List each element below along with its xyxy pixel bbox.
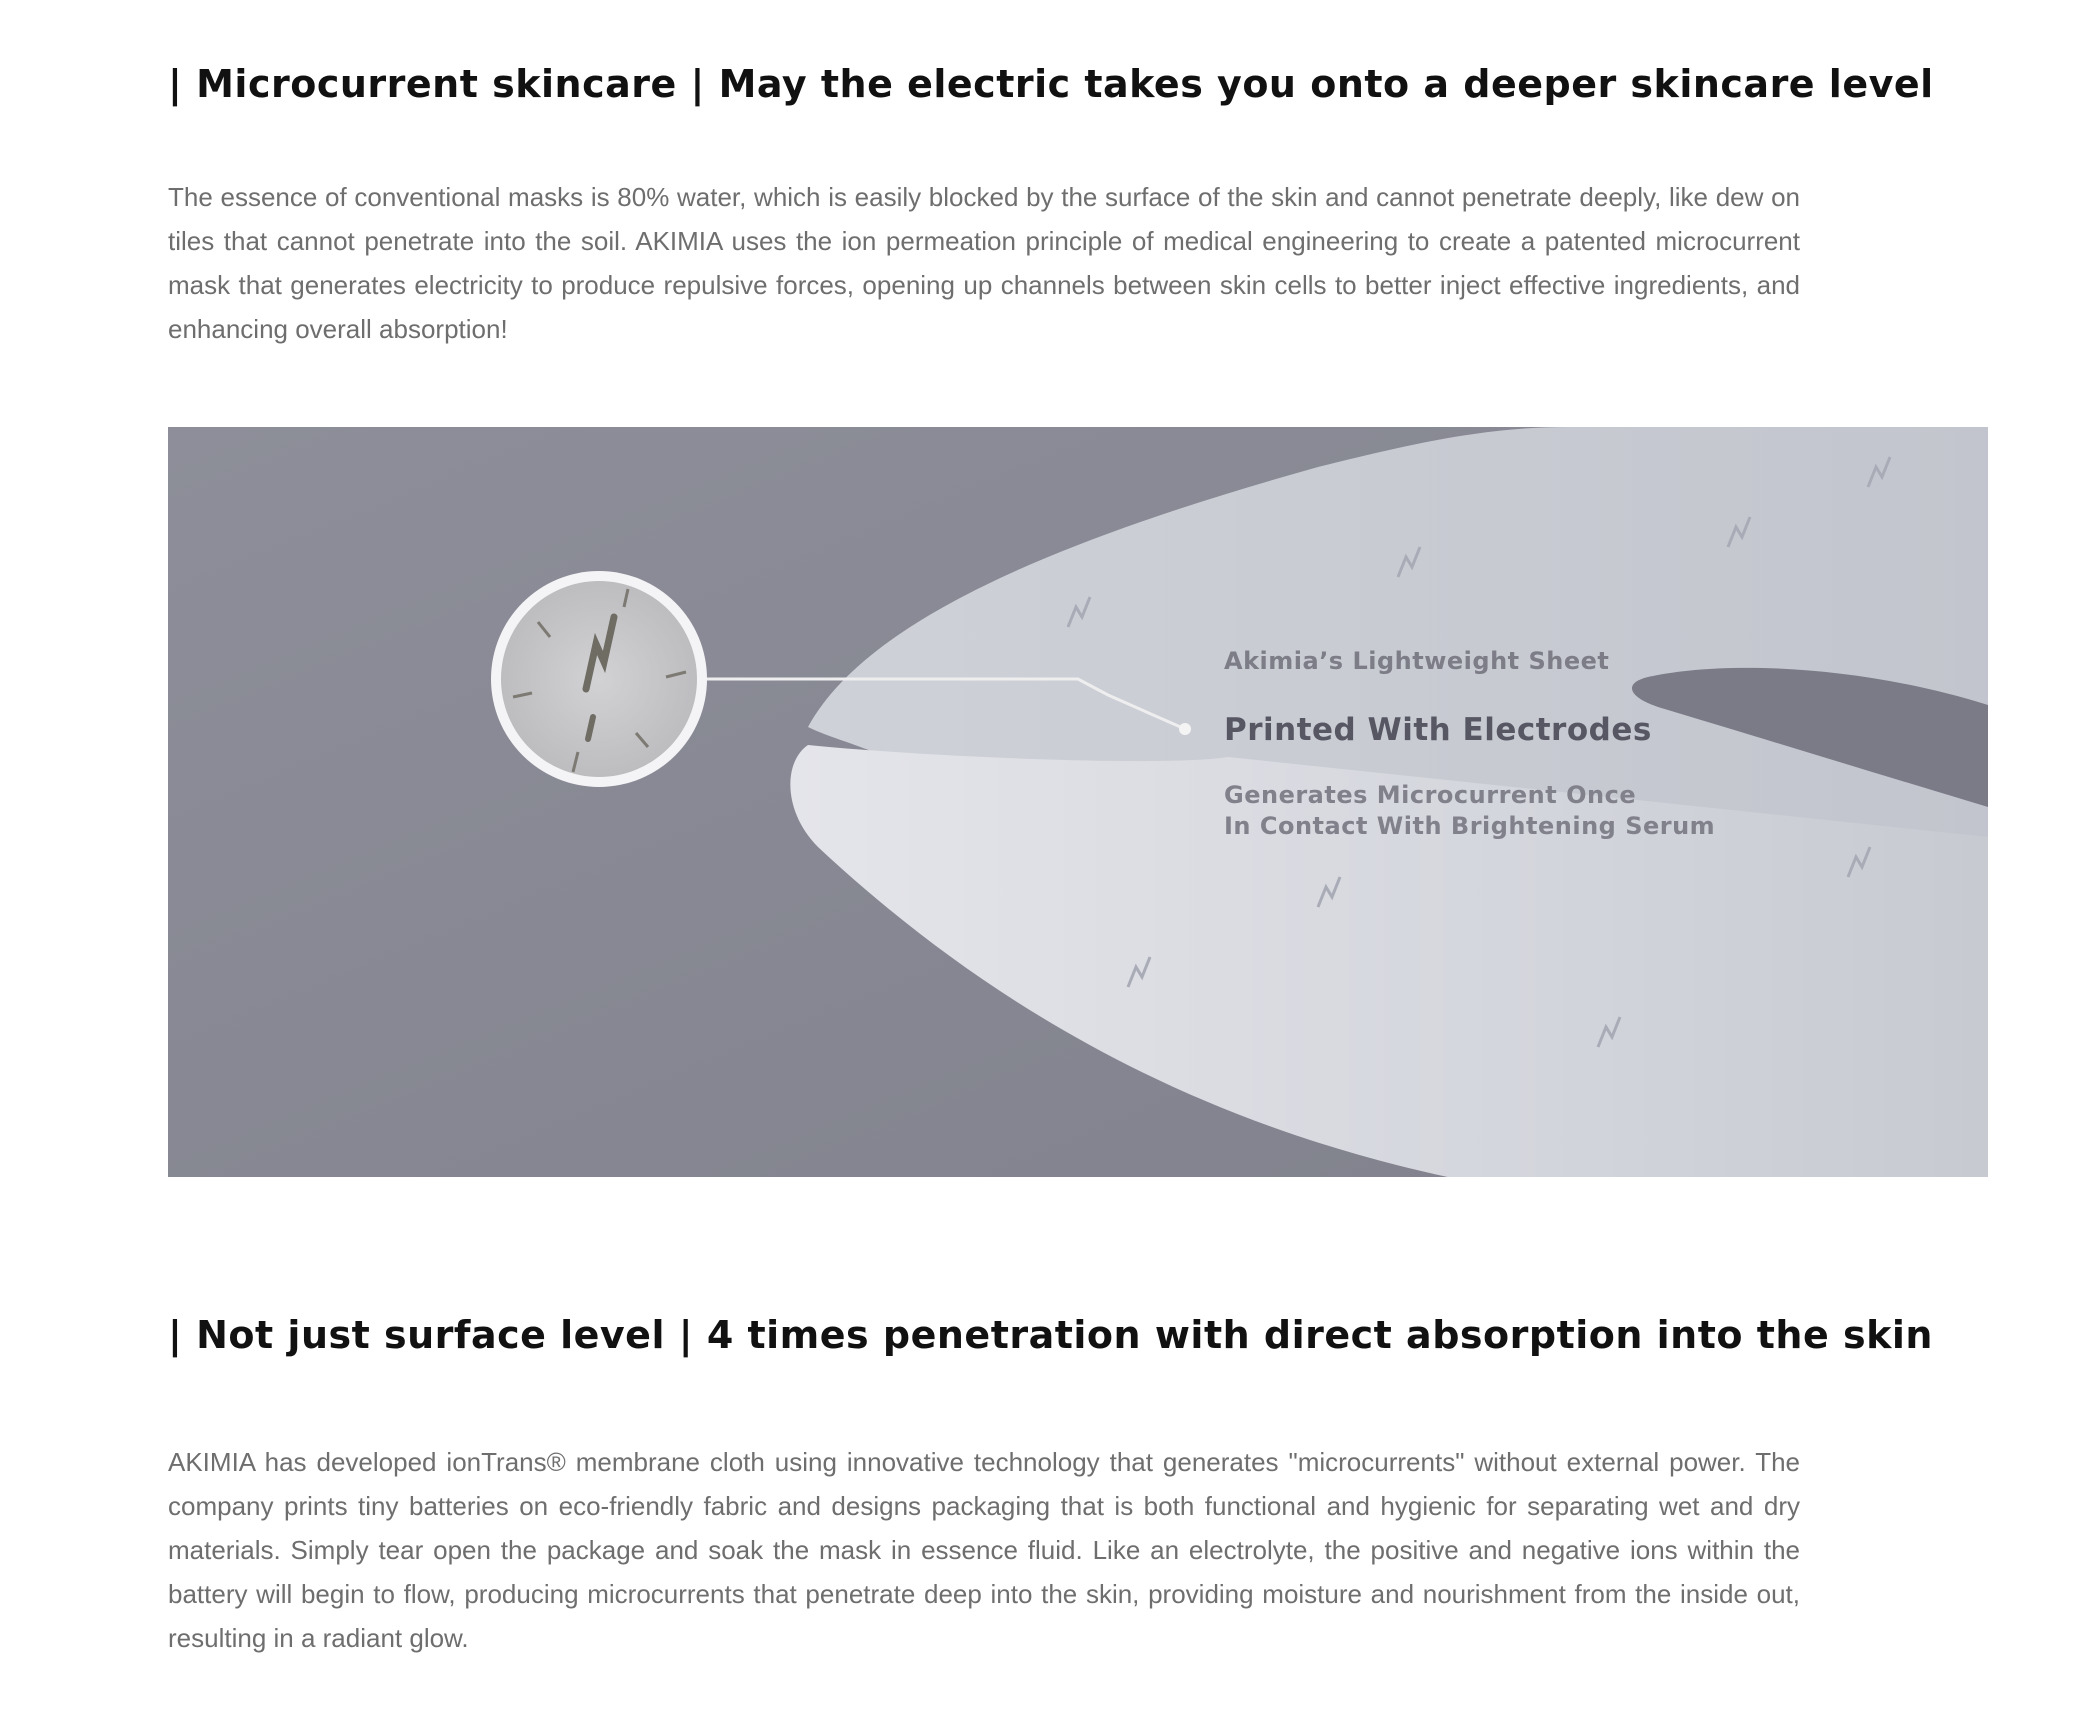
callout-label: Akimia’s Lightweight Sheet (1224, 647, 1610, 675)
callout-description-line-2: In Contact With Brightening Serum (1224, 812, 1716, 840)
callout-description-line-1: Generates Microcurrent Once (1224, 781, 1637, 809)
callout-dot (1179, 723, 1191, 735)
callout-description (1224, 780, 1715, 842)
section-paragraph-penetration: AKIMIA has developed ionTrans® membrane cloth using innovative technology that generates "microcurrents" without external power. The company prints tiny batteries on eco-friendly fabric and designs packaging that is both functional and hygienic for separating wet and dry materials. Simply tear open the package and soak the mask in essence fluid. Like an electrolyte, the positive and negative ions within the battery will begin to flow, producing microcurrents that penetrate deep into the skin, providing moisture and nourishment from the inside out, resulting in a radiant glow. (168, 1447, 1800, 1653)
magnifier-lens (501, 581, 697, 777)
section-title-penetration: | Not just surface level | 4 times penetration with direct absorption into the skin (168, 1313, 1933, 1357)
mask-sheet-figure (168, 427, 1988, 1177)
section-title-microcurrent: | Microcurrent skincare | May the electric takes you onto a deeper skincare level (168, 62, 1934, 106)
callout-heading: Printed With Electrodes (1224, 712, 1652, 748)
section-paragraph-microcurrent: The essence of conventional masks is 80% water, which is easily blocked by the surface of the skin and cannot penetrate deeply, like dew on tiles that cannot penetrate into the soil. AKIMIA uses the ion permeation principle of medical engineering to create a patented microcurrent mask that generates electricity to produce repulsive forces, opening up channels between skin cells to better inject effective ingredients, and enhancing overall absorption! (168, 182, 1800, 344)
